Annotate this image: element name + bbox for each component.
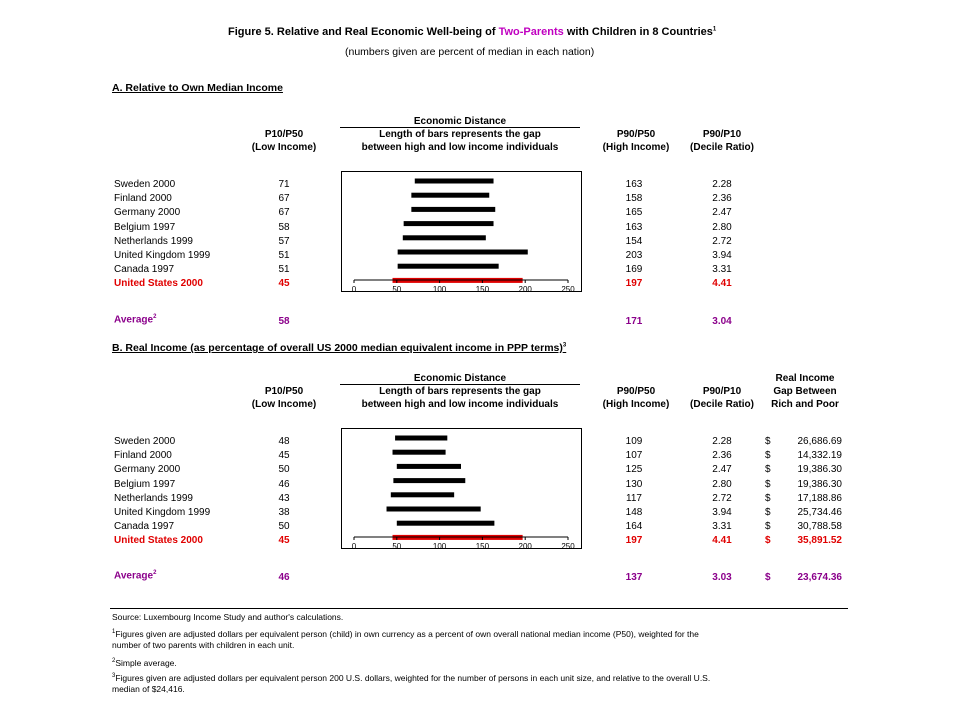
average-text: Average [114, 570, 154, 582]
section-b-title-text: B. Real Income (as percentage of overall US 2000 median equivalent income in PPP terms) [112, 342, 563, 354]
row-dollar: $ [765, 450, 771, 462]
row-dollar: $ [765, 464, 771, 476]
row-p90: 125 [625, 464, 643, 476]
row-ratio: 3.31 [712, 521, 732, 533]
row-p10: 71 [278, 179, 290, 190]
row-country: Canada 1997 [114, 264, 175, 276]
row-p10: 51 [278, 250, 290, 261]
row-p10: 67 [278, 207, 290, 219]
footnote-3 [112, 671, 710, 695]
row-gap: 19,386.30 [797, 478, 842, 490]
footnote-1 [112, 627, 699, 651]
title-prefix: Figure 5. Relative and Real Economic Well-being of [228, 26, 499, 38]
row-dollar: $ [765, 507, 771, 518]
row-dollar: $ [765, 521, 771, 533]
range-bar [391, 492, 454, 497]
row-p10: 67 [278, 193, 290, 205]
row-gap: 19,386.30 [797, 464, 842, 476]
x-tick-label: 200 [518, 285, 532, 294]
footnote-3-mark: 3 [112, 673, 116, 679]
row-dollar: $ [765, 492, 771, 504]
section-a-average-p90: 171 [625, 316, 643, 327]
header-line: (Low Income) [251, 399, 317, 410]
range-bar [397, 464, 461, 469]
row-country: Canada 1997 [114, 521, 175, 533]
footnote-2 [112, 656, 177, 669]
row-country: Finland 2000 [114, 193, 172, 205]
row-gap: 35,891.52 [797, 535, 842, 547]
header-line: P90/P10 [702, 386, 742, 397]
header-line: between high and low income individuals [361, 399, 559, 410]
row-ratio: 2.80 [712, 221, 732, 233]
row-p90: 164 [625, 521, 643, 533]
section-b-average-ratio: 3.03 [712, 572, 732, 583]
row-p90: 107 [625, 450, 643, 462]
section-a-title: A. Relative to Own Median Income [112, 82, 283, 94]
row-country: Sweden 2000 [114, 436, 176, 447]
row-p10: 38 [278, 507, 290, 518]
row-country: United Kingdom 1999 [114, 507, 211, 518]
section-b-average-p90: 137 [625, 572, 643, 583]
section-a-average-p10: 58 [278, 316, 290, 327]
header-line: Economic Distance [413, 116, 507, 127]
x-tick-label: 200 [518, 542, 532, 551]
footnote-3-line-1: Figures given are adjusted dollars per equivalent person 200 U.S. dollars, weighted for the number of persons in each unit size, and relative to the overall U.S. [115, 672, 711, 683]
section-b-average-p10: 46 [278, 572, 290, 583]
row-ratio: 2.72 [712, 492, 732, 504]
row-ratio: 3.94 [712, 250, 732, 261]
section-b-average-dollar: $ [765, 572, 771, 583]
row-p90: 197 [625, 278, 643, 290]
row-gap: 26,686.69 [797, 436, 842, 447]
x-tick-label: 150 [475, 542, 490, 551]
row-ratio: 2.36 [712, 450, 732, 462]
section-b-footnote-mark: 3 [562, 342, 567, 349]
row-p10: 45 [278, 278, 290, 290]
row-gap: 25,734.46 [797, 507, 842, 518]
average-footnote-mark: 2 [153, 314, 157, 320]
x-tick-label: 100 [432, 285, 447, 294]
row-dollar: $ [765, 478, 771, 490]
header-line: Length of bars represents the gap [379, 129, 541, 140]
row-p90: 154 [625, 235, 643, 247]
row-ratio: 2.28 [712, 436, 732, 447]
row-ratio: 3.31 [712, 264, 732, 276]
header-line: P10/P50 [264, 129, 304, 140]
range-bar [397, 521, 495, 526]
title-highlight: Two-Parents [498, 26, 564, 38]
header-line: (High Income) [602, 399, 670, 410]
footnote-2-text: Simple average. [115, 657, 177, 668]
x-tick-label: 150 [475, 285, 490, 294]
row-p10: 51 [278, 264, 290, 276]
average-text: Average [114, 314, 154, 326]
row-p10: 50 [278, 521, 290, 533]
row-dollar: $ [765, 436, 771, 447]
x-tick-label: 250 [561, 285, 575, 294]
notes-divider [110, 608, 848, 609]
header-line: P90/P50 [616, 129, 656, 140]
row-country: Netherlands 1999 [114, 492, 193, 504]
row-country: Sweden 2000 [114, 179, 176, 190]
footnote-1-line-1: Figures given are adjusted dollars per equivalent person (child) in own currency as a percent of own overall national median income (P50), weighted for the [115, 628, 699, 639]
row-p90: 163 [625, 221, 643, 233]
header-line: Rich and Poor [771, 399, 839, 410]
title-suffix: with Children in 8 Countries [563, 26, 713, 38]
header-line: P90/P10 [702, 129, 742, 140]
row-p90: 148 [625, 507, 643, 518]
row-country: United States 2000 [114, 535, 203, 547]
row-country: Belgium 1997 [114, 478, 176, 490]
row-ratio: 4.41 [712, 535, 732, 547]
row-dollar: $ [765, 535, 771, 547]
row-p90: 163 [625, 179, 643, 190]
row-p10: 57 [278, 235, 290, 247]
footnote-1-mark: 1 [112, 629, 116, 635]
row-p90: 117 [626, 492, 642, 504]
x-tick-label: 50 [392, 285, 402, 294]
row-country: Netherlands 1999 [114, 235, 193, 247]
row-p10: 45 [278, 535, 290, 547]
row-p10: 50 [278, 464, 290, 476]
row-gap: 14,332.19 [797, 450, 842, 462]
row-country: Belgium 1997 [114, 221, 176, 233]
row-ratio: 2.47 [712, 207, 732, 219]
header-line: (Decile Ratio) [690, 142, 754, 153]
header-line: between high and low income individuals [361, 142, 559, 153]
footnote-3-line-2: median of $24,416. [112, 683, 185, 694]
row-p10: 46 [278, 478, 290, 490]
row-ratio: 3.94 [712, 507, 732, 518]
row-ratio: 2.28 [712, 179, 732, 190]
row-country: Germany 2000 [114, 207, 181, 219]
range-bar [393, 478, 465, 483]
row-p10: 58 [278, 221, 290, 233]
range-bar [393, 450, 446, 455]
row-p90: 169 [625, 264, 643, 276]
row-p90: 165 [625, 207, 643, 219]
row-p90: 158 [625, 193, 643, 205]
section-b-average-gap: 23,674.36 [797, 572, 842, 583]
row-country: United Kingdom 1999 [114, 250, 211, 261]
x-tick-label: 0 [351, 542, 357, 551]
row-p90: 197 [625, 535, 643, 547]
row-ratio: 4.41 [712, 278, 732, 290]
row-country: United States 2000 [114, 278, 203, 290]
x-tick-label: 50 [392, 542, 402, 551]
section-a-average-ratio: 3.04 [712, 316, 732, 327]
header-line: Economic Distance [413, 373, 507, 384]
x-tick-label: 0 [351, 285, 357, 294]
row-p90: 130 [625, 478, 643, 490]
row-ratio: 2.47 [712, 464, 732, 476]
row-ratio: 2.80 [712, 478, 732, 490]
range-bar [387, 507, 481, 512]
header-line: Gap Between [773, 386, 837, 397]
figure-subtitle: (numbers given are percent of median in each nation) [345, 46, 595, 58]
row-p90: 109 [625, 436, 643, 447]
row-country: Germany 2000 [114, 464, 181, 476]
row-p90: 203 [625, 250, 643, 261]
header-line: (Decile Ratio) [690, 399, 754, 410]
source-note: Source: Luxembourg Income Study and author's calculations. [112, 612, 344, 622]
row-ratio: 2.72 [712, 235, 732, 247]
range-bar [395, 436, 447, 441]
header-line: Real Income [775, 373, 835, 384]
footnote-2-mark: 2 [112, 658, 116, 664]
header-line: Length of bars represents the gap [379, 386, 541, 397]
row-p10: 45 [278, 450, 290, 462]
row-p10: 43 [278, 492, 290, 504]
row-p10: 48 [278, 436, 290, 447]
footnote-1-line-2: number of two parents with children in each unit. [112, 639, 295, 650]
x-tick-label: 250 [561, 542, 575, 551]
row-ratio: 2.36 [712, 193, 732, 205]
row-gap: 30,788.58 [797, 521, 842, 533]
x-tick-label: 100 [432, 542, 447, 551]
header-line: (High Income) [602, 142, 670, 153]
row-country: Finland 2000 [114, 450, 172, 462]
row-gap: 17,188.86 [797, 492, 842, 504]
average-footnote-mark: 2 [153, 570, 157, 576]
section-b-average-label [114, 570, 156, 581]
header-line: (Low Income) [251, 142, 317, 153]
header-line: P10/P50 [264, 386, 304, 397]
header-line: P90/P50 [616, 386, 656, 397]
title-footnote-mark: 1 [712, 26, 717, 33]
